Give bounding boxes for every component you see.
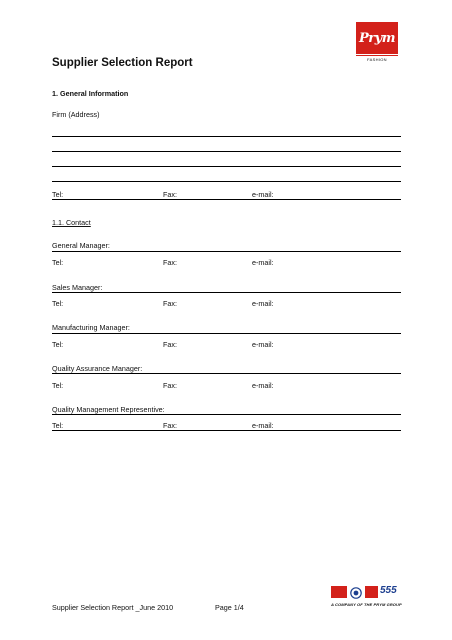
email-label: e-mail: xyxy=(252,421,274,430)
tel-label: Tel: xyxy=(52,340,64,349)
email-label: e-mail: xyxy=(252,381,274,390)
group-555-logo: 555 xyxy=(380,585,397,596)
footer-doc-name: Supplier Selection Report _June 2010 xyxy=(52,603,174,612)
fax-label: Fax: xyxy=(163,381,177,390)
tel-label: Tel: xyxy=(52,381,64,390)
role-label-qa-manager: Quality Assurance Manager: xyxy=(52,364,143,373)
role-rule-general-manager[interactable] xyxy=(52,251,401,252)
role-rule-manufacturing-manager[interactable] xyxy=(52,333,401,334)
address-line-1[interactable] xyxy=(52,136,401,137)
logo-tagline: FASHION xyxy=(367,57,387,62)
role-label-manufacturing-manager: Manufacturing Manager: xyxy=(52,323,130,332)
address-line-2[interactable] xyxy=(52,151,401,152)
firm-contact-rule[interactable] xyxy=(52,199,401,200)
fax-label: Fax: xyxy=(163,340,177,349)
role-rule-sales-manager[interactable] xyxy=(52,292,401,293)
red-square-logo-icon xyxy=(365,586,378,598)
final-rule[interactable] xyxy=(52,430,401,431)
footer-company-text: A COMPANY OF THE PRYM GROUP xyxy=(331,602,402,607)
address-line-3[interactable] xyxy=(52,166,401,167)
fax-label: Fax: xyxy=(163,421,177,430)
email-label: e-mail: xyxy=(252,258,274,267)
email-label: e-mail: xyxy=(252,190,274,199)
email-label: e-mail: xyxy=(252,299,274,308)
role-rule-qm-representive[interactable] xyxy=(52,414,401,415)
page-title: Supplier Selection Report xyxy=(52,57,193,69)
address-line-4[interactable] xyxy=(52,181,401,182)
tel-label: Tel: xyxy=(52,299,64,308)
role-rule-qa-manager[interactable] xyxy=(52,373,401,374)
email-label: e-mail: xyxy=(252,340,274,349)
tel-label: Tel: xyxy=(52,421,64,430)
footer-page-number: Page 1/4 xyxy=(215,603,244,612)
role-label-sales-manager: Sales Manager: xyxy=(52,283,103,292)
role-label-qm-representive: Quality Management Representive: xyxy=(52,405,165,414)
prym-small-logo-icon xyxy=(331,586,347,598)
tel-label: Tel: xyxy=(52,190,64,199)
tel-label: Tel: xyxy=(52,258,64,267)
role-label-general-manager: General Manager: xyxy=(52,241,110,250)
prym-logo-word: Prym xyxy=(359,30,395,46)
fax-label: Fax: xyxy=(163,190,177,199)
section-heading-contact: 1.1. Contact xyxy=(52,218,91,227)
fax-label: Fax: xyxy=(163,299,177,308)
logo-divider xyxy=(356,55,398,56)
round-seal-logo-icon xyxy=(350,586,362,598)
firm-address-label: Firm (Address) xyxy=(52,110,100,119)
section-heading-general: 1. General Information xyxy=(52,89,129,98)
prym-logo xyxy=(356,22,398,54)
fax-label: Fax: xyxy=(163,258,177,267)
